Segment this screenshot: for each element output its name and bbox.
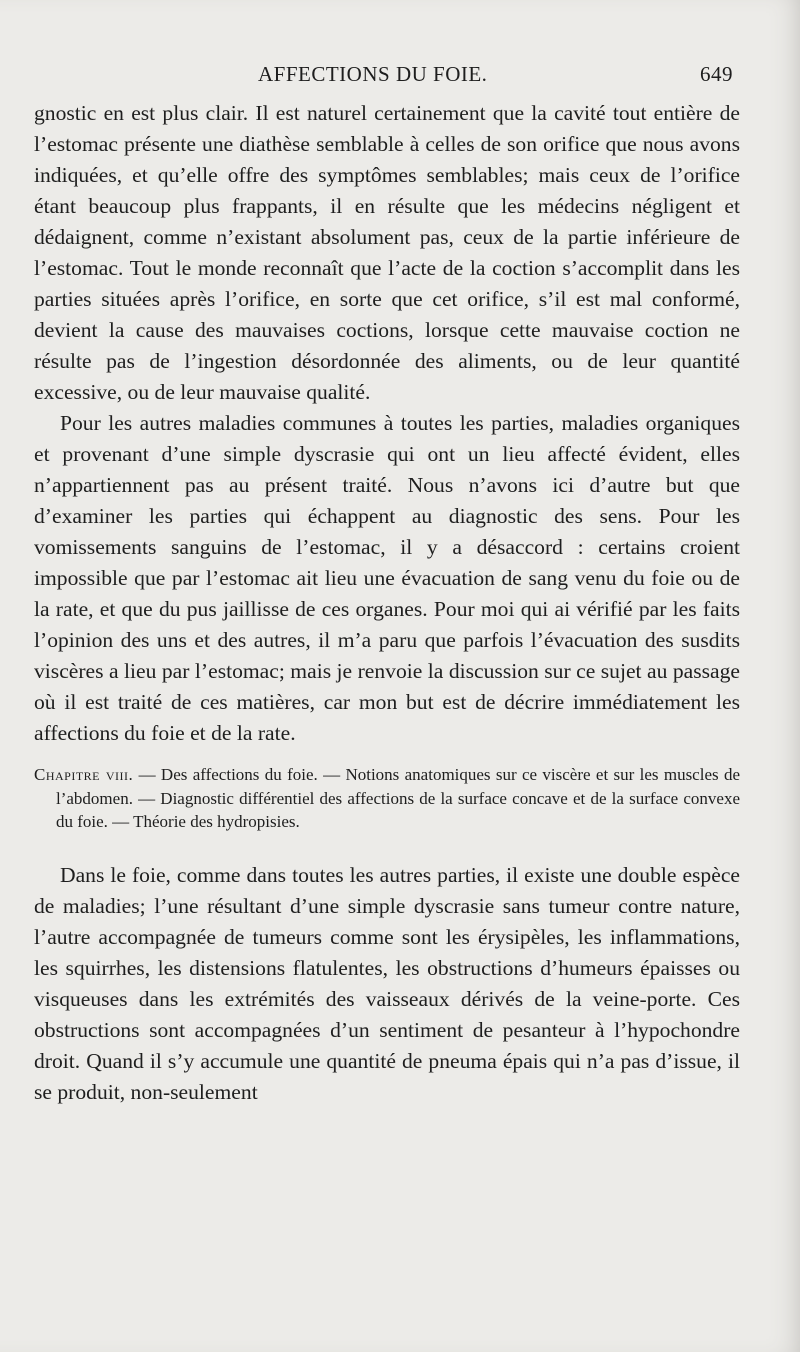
- chapter-heading: [34, 763, 740, 834]
- page-number: 649: [700, 62, 733, 86]
- paragraph: Dans le foie, comme dans toutes les autres parties, il existe une double espèce de maladies; l’une résultant d’une simple dyscrasie sans tumeur contre nature, l’autre accompagnée de tumeurs comme sont les érysipèles, les inflammations, les squirrhes, les distensions flatulentes, les obstructions d’humeurs épaisses ou visqueuses dans les extrémités des vaisseaux dérivés de la veine-porte. Ces obstructions sont accompagnées d’un sentiment de pesanteur à l’hypochondre droit. Quand il s’y accumule une quantité de pneuma épais qui n’a pas d’issue, il se produit, non-seulement: [34, 862, 740, 1104]
- running-title: AFFECTIONS DU FOIE.: [258, 62, 488, 86]
- chapter-summary: — Des affections du foie. — Notions anatomiques sur ce viscère et sur les muscles de l’abdomen. — Diagnostic différentiel des affections de la surface concave et de la surface convexe du foie. — Théorie des hydropisies.: [56, 765, 740, 831]
- running-head: [0, 62, 800, 92]
- page-body: [34, 98, 740, 1108]
- chapter-label: Chapitre viii.: [34, 765, 134, 784]
- paragraph-continued: gnostic en est plus clair. Il est naturel certainement que la cavité tout entière de l’estomac présente une diathèse semblable à celles de son orifice que nous avons indiquées, et qu’elle offre des symptômes semblables; mais ceux de l’orifice étant beaucoup plus frappants, il en résulte que les médecins négligent et dédaignent, comme n’existant absolument pas, ceux de la partie inférieure de l’estomac. Tout le monde reconnaît que l’acte de la coction s’accomplit dans les parties situées après l’orifice, en sorte que cet orifice, s’il est mal conformé, devient la cause des mauvaises coctions, lorsque cette mauvaise coction ne résulte pas de l’ingestion désordonnée des aliments, ou de leur quantité excessive, ou de leur mauvaise qualité.: [34, 101, 740, 404]
- paragraph: Pour les autres maladies communes à toutes les parties, maladies organiques et provenant d’une simple dyscrasie qui ont un lieu affecté évident, elles n’appartiennent pas au présent traité. Nous n’avons ici d’autre but que d’examiner les parties qui échappent au diagnostic des sens. Pour les vomissements sanguins de l’estomac, il y a désaccord : certains croient impossible que par l’estomac ait lieu une évacuation de sang venu du foie ou de la rate, et que du pus jaillisse de ces organes. Pour moi qui ai vérifié par les faits l’opinion des uns et des autres, il m’a paru que parfois l’évacuation des susdits viscères a lieu par l’estomac; mais je renvoie la discussion sur ce sujet au passage où il est traité de ces matières, car mon but est de décrire immédiatement les affections du foie et de la rate.: [34, 411, 740, 745]
